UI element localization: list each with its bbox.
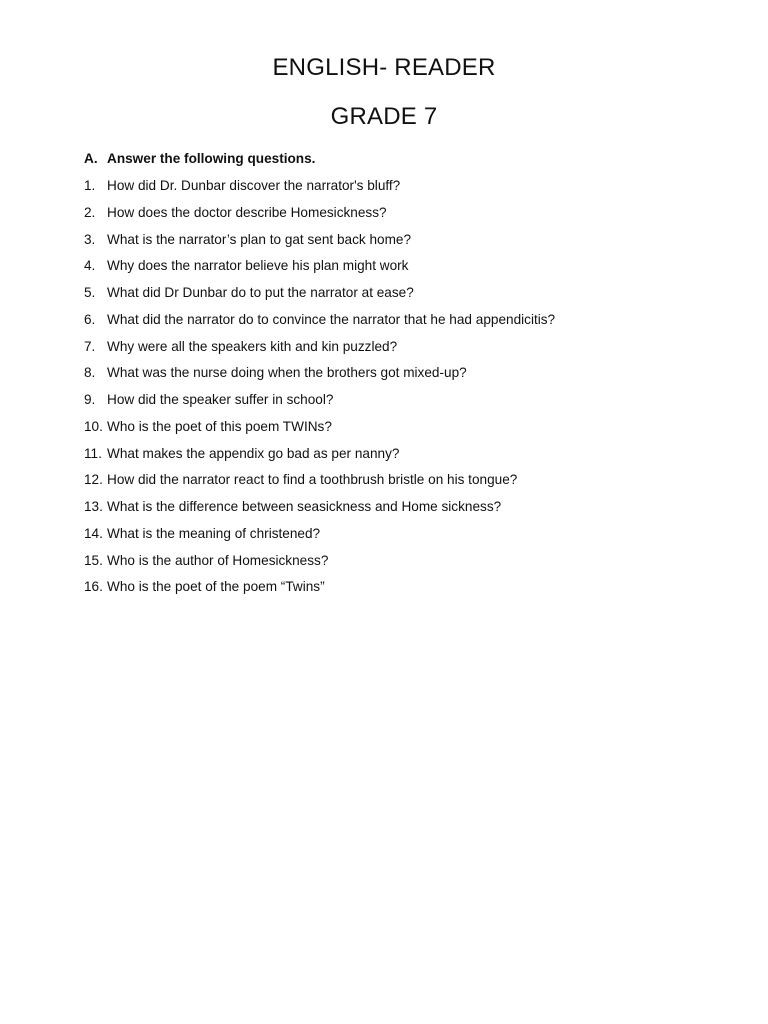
document-title: ENGLISH- READER [272, 54, 496, 81]
question-number: 7. [84, 338, 96, 354]
question-text: How did the speaker suffer in school? [107, 392, 334, 407]
question-number: 13. [84, 499, 103, 514]
question-text: What did the narrator do to convince the narrator that he had appendicitis? [107, 311, 556, 327]
question-text: Why were all the speakers kith and kin puzzled? [107, 338, 398, 354]
section-instruction: Answer the following questions. [107, 151, 316, 166]
question-text: Who is the author of Homesickness? [107, 552, 329, 568]
question-text: What is the difference between seasickness and Home sickness? [107, 499, 502, 514]
question-item [84, 526, 724, 553]
question-number: 1. [84, 178, 96, 193]
question-item [84, 178, 724, 205]
grade-heading: GRADE 7 [330, 103, 438, 130]
question-number: 9. [84, 392, 96, 407]
question-number: 8. [84, 365, 96, 381]
question-item [84, 553, 724, 580]
question-text: What did Dr Dunbar do to put the narrator at ease? [107, 285, 414, 300]
question-item [84, 365, 724, 392]
question-text: How did the narrator react to find a toothbrush bristle on his tongue? [107, 472, 518, 488]
question-text: What was the nurse doing when the brothers got mixed-up? [107, 365, 467, 381]
section-marker: A. [84, 151, 98, 166]
question-item [84, 446, 724, 473]
question-item [84, 205, 724, 232]
section-heading [84, 151, 315, 166]
question-text: What is the narrator’s plan to gat sent back home? [107, 231, 412, 247]
question-number: 2. [84, 204, 96, 220]
question-list [84, 178, 724, 606]
question-number: 12. [84, 472, 103, 488]
question-item [84, 579, 724, 606]
question-number: 15. [84, 552, 103, 568]
question-item [84, 232, 724, 259]
question-item [84, 312, 724, 339]
question-item [84, 339, 724, 366]
question-number: 14. [84, 525, 103, 541]
question-number: 4. [84, 258, 96, 274]
question-item [84, 419, 724, 446]
question-number: 3. [84, 231, 96, 247]
question-number: 6. [84, 311, 96, 327]
question-text: Why does the narrator believe his plan might work [107, 258, 409, 274]
question-item [84, 285, 724, 312]
question-item [84, 258, 724, 285]
question-item [84, 499, 724, 526]
question-text: How did Dr. Dunbar discover the narrator's bluff? [107, 178, 401, 193]
question-number: 10. [84, 418, 103, 434]
question-text: Who is the poet of this poem TWINs? [107, 418, 332, 434]
question-item [84, 472, 724, 499]
question-item [84, 392, 724, 419]
question-text: Who is the poet of the poem “Twins” [107, 579, 325, 595]
question-number: 16. [84, 579, 103, 595]
question-number: 11. [84, 445, 102, 461]
question-number: 5. [84, 285, 96, 300]
question-text: What makes the appendix go bad as per nanny? [107, 445, 400, 461]
question-text: How does the doctor describe Homesickness? [107, 204, 387, 220]
question-text: What is the meaning of christened? [107, 525, 321, 541]
